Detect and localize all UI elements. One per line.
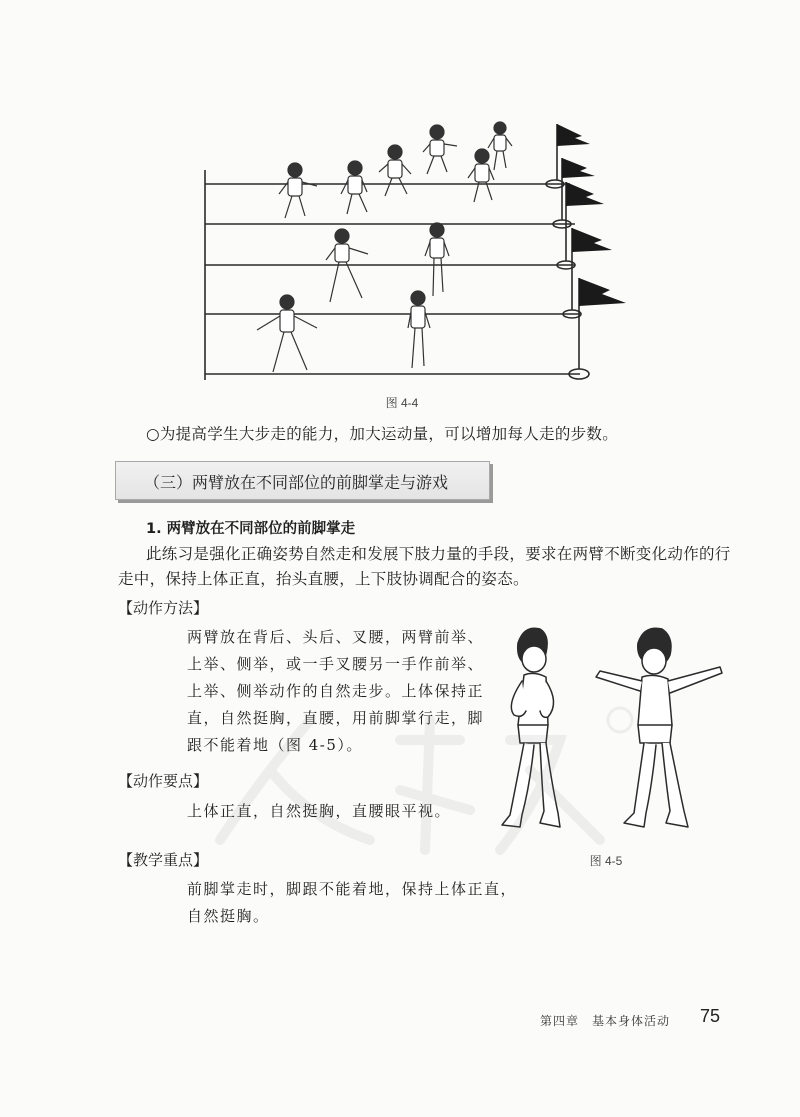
figure-4-4-caption: 图 4-4 xyxy=(385,396,419,410)
figure-4-5-caption: 图 4-5 xyxy=(589,854,623,868)
intro-paragraph: 此练习是强化正确姿势自然走和发展下肢力量的手段，要求在两臂不断变化动作的行走中，保持上体正直，抬头直腰，上下肢协调配合的姿态。 xyxy=(118,545,731,588)
teaching-focus-text xyxy=(187,876,547,930)
page-number: 75 xyxy=(700,1006,721,1026)
key-points-text: 上体正直，自然挺胸，直腰眼平视。 xyxy=(187,802,452,820)
method-line: 跟不能着地（图 4-5）。 xyxy=(187,736,363,754)
key-points-label: 【动作要点】 xyxy=(118,772,209,790)
method-line: 两臂放在背后、头后、叉腰，两臂前举、 xyxy=(187,628,485,646)
section-title: （三）两臂放在不同部位的前脚掌走与游戏 xyxy=(144,473,449,492)
method-line: 直，自然挺胸，直腰，用前脚掌行走，脚 xyxy=(187,709,485,727)
publisher-watermark xyxy=(200,700,640,860)
section-header-box xyxy=(115,461,490,500)
focus-line: 前脚掌走时，脚跟不能着地，保持上体正直， xyxy=(187,880,518,898)
method-line: 上举、侧举动作的自然走步。上体保持正 xyxy=(187,682,485,700)
focus-line: 自然挺胸。 xyxy=(187,907,270,925)
teaching-focus-label: 【教学重点】 xyxy=(118,851,209,869)
note-paragraph: ○为提高学生大步走的能力，加大运动量，可以增加每人走的步数。 xyxy=(146,425,619,443)
chapter-footer: 第四章 基本身体活动 xyxy=(540,1014,671,1028)
method-label: 【动作方法】 xyxy=(118,599,209,617)
figure-4-4-illustration xyxy=(190,118,650,390)
subsection-heading: 1. 两臂放在不同部位的前脚掌走 xyxy=(146,521,356,537)
method-line: 上举、侧举，或一手叉腰另一手作前举、 xyxy=(187,655,485,673)
